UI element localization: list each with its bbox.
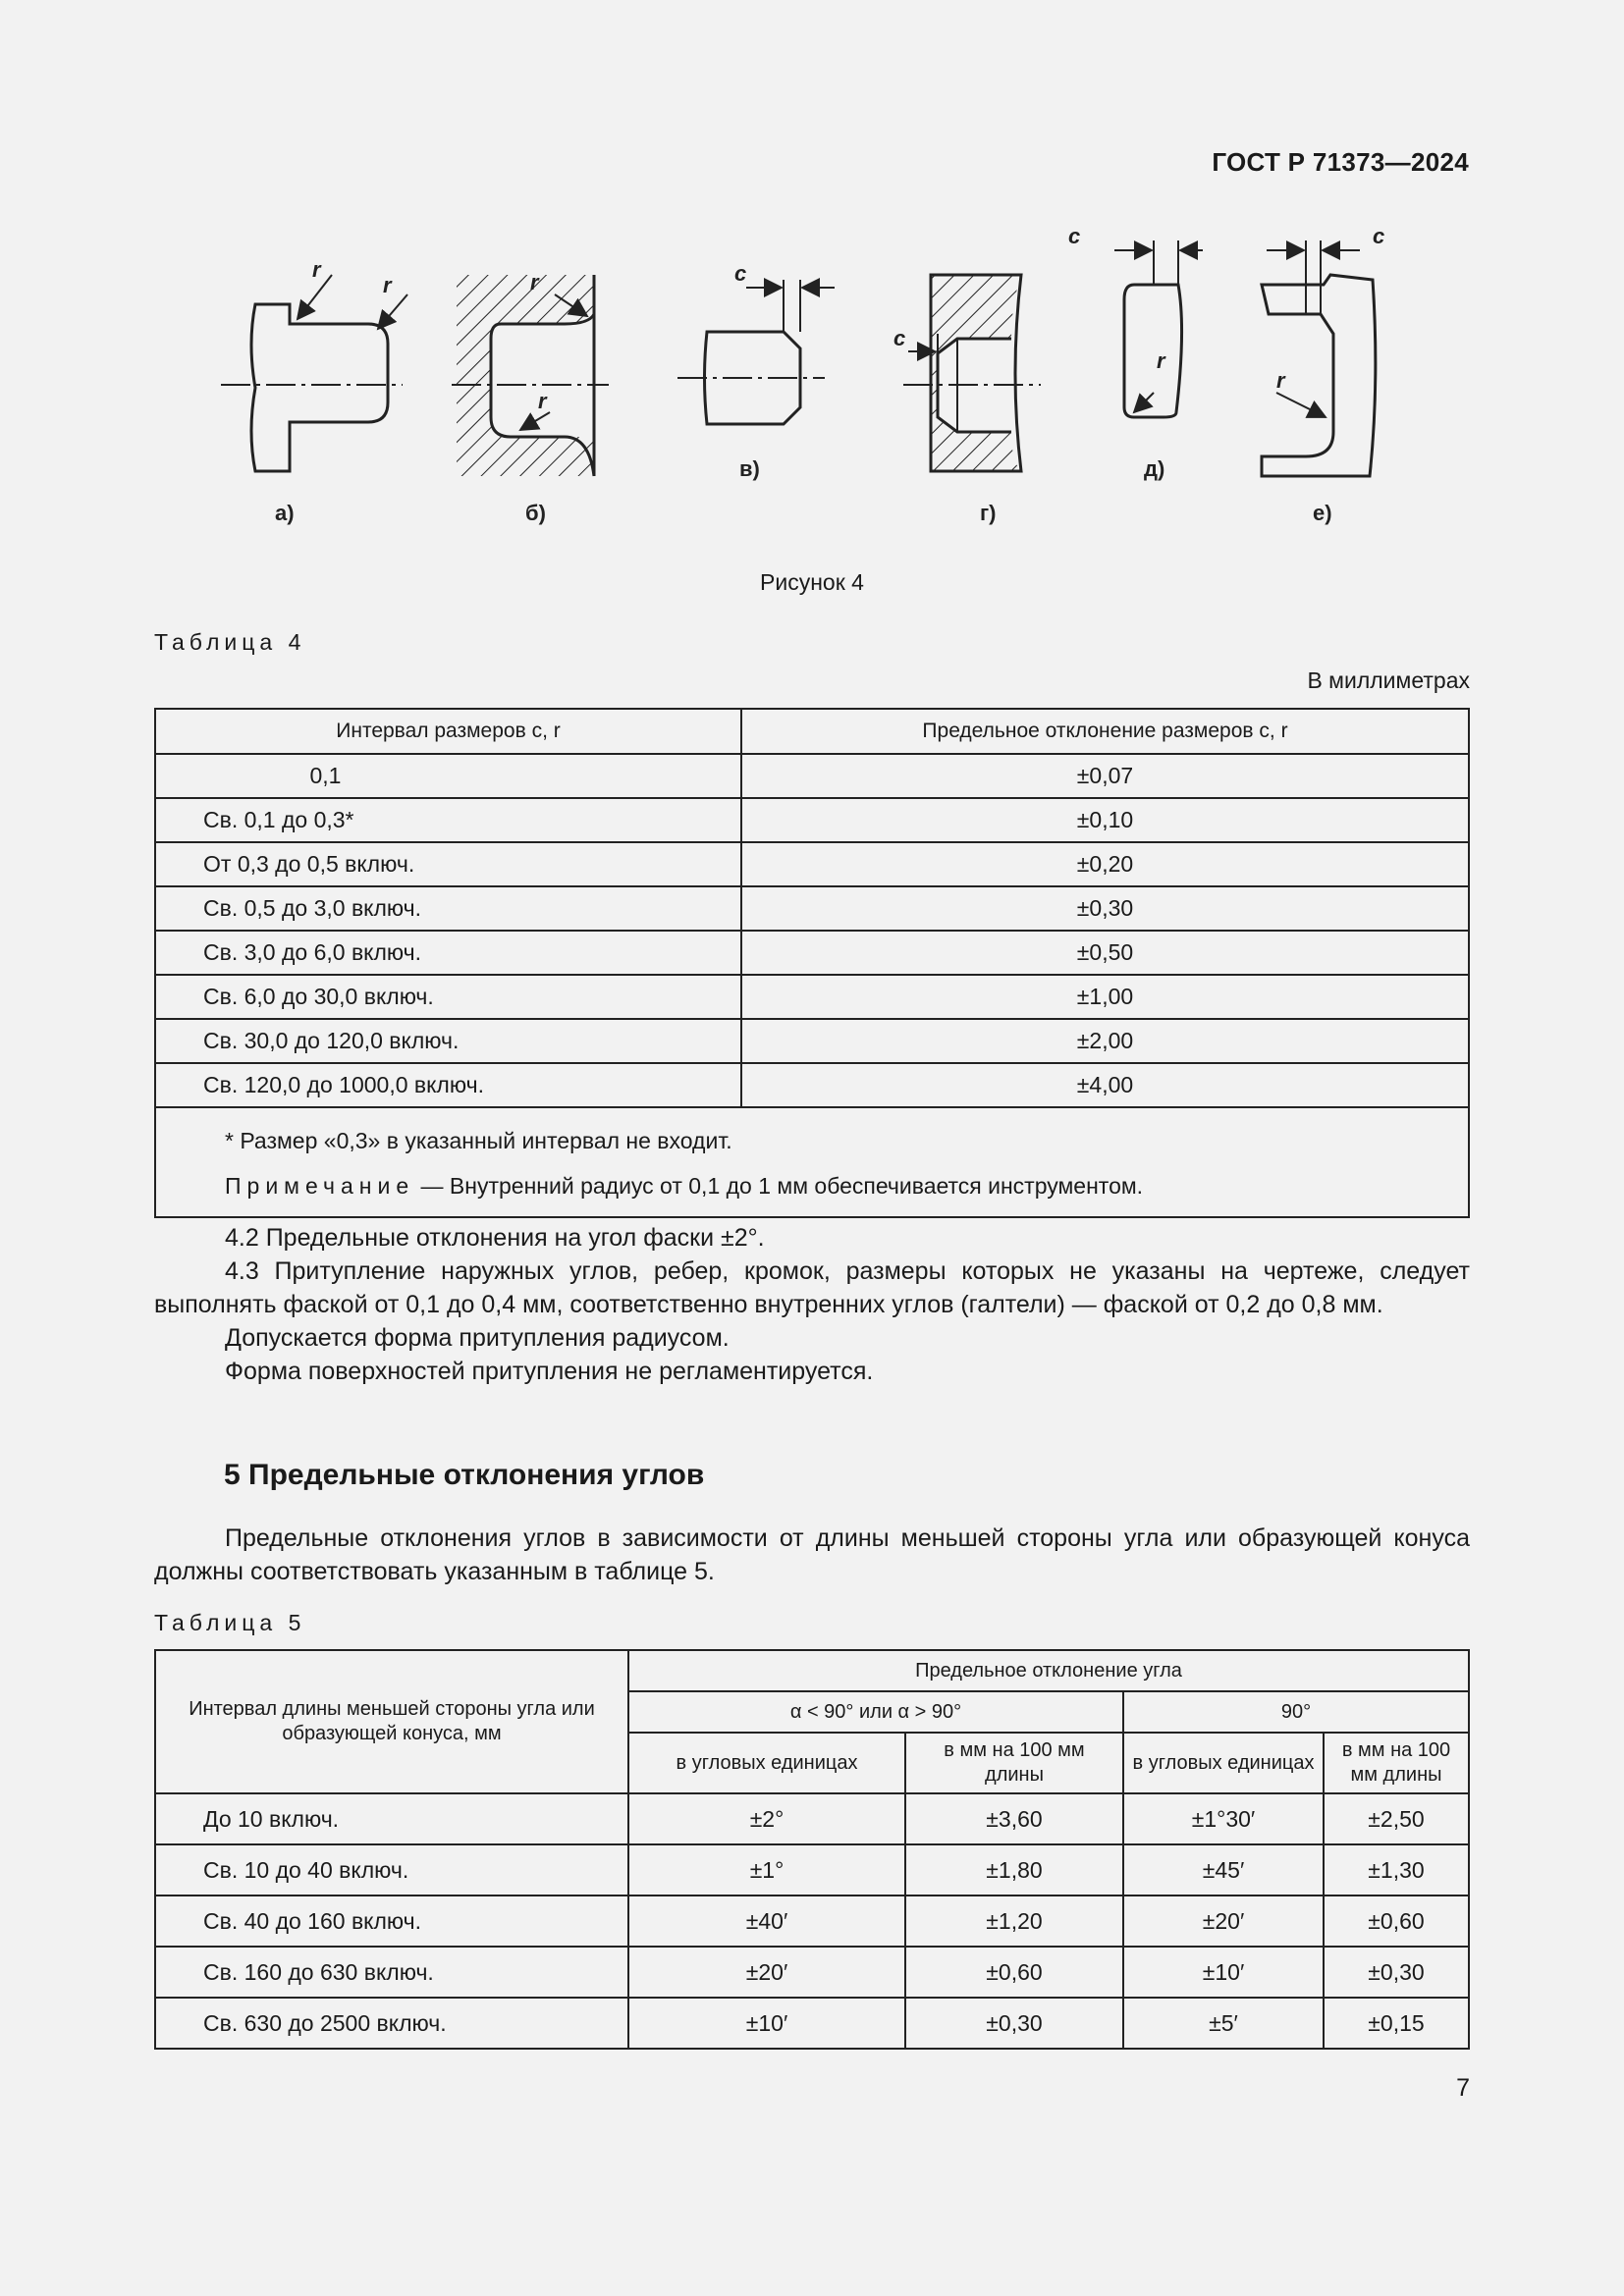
table-5-header-90: 90° (1123, 1691, 1469, 1733)
table-cell: Св. 40 до 160 включ. (155, 1896, 628, 1947)
table-row (155, 1019, 1469, 1063)
figure-label-e: е) (1313, 501, 1332, 525)
table-row (155, 1844, 1469, 1896)
section-5-text: Предельные отклонения углов в зависимости от длины меньшей стороны угла или образующей конуса должны соответствовать указанным в таблице 5. (154, 1524, 1470, 1585)
figure-g-shape (903, 275, 1041, 471)
figure-a-r1: r (312, 257, 321, 282)
table-5-header-mm-alpha: в мм на 100 мм длины (905, 1733, 1123, 1793)
table-cell: ±3,60 (905, 1793, 1123, 1844)
table-cell: ±1,00 (741, 975, 1469, 1019)
figure-d-shape (1114, 240, 1203, 417)
table-4-note (225, 1163, 1468, 1208)
table-cell: ±1°30′ (1123, 1793, 1324, 1844)
table-4 (154, 708, 1470, 1218)
table-4-caption: Таблица 4 (154, 629, 306, 655)
table-row (155, 1896, 1469, 1947)
table-4-units: В миллиметрах (1307, 667, 1470, 693)
paragraph-form: Форма поверхностей притупления не регламентируется. (225, 1358, 874, 1385)
figure-label-g: г) (980, 501, 997, 525)
table-cell: От 0,3 до 0,5 включ. (155, 842, 741, 886)
table-cell: ±0,50 (741, 931, 1469, 975)
figure-a-r2: r (383, 273, 392, 297)
table-cell: ±0,30 (741, 886, 1469, 931)
page-number: 7 (1456, 2074, 1470, 2102)
figure-a-shape (221, 275, 407, 471)
table-row (155, 1947, 1469, 1998)
table-cell: ±0,07 (741, 754, 1469, 798)
figure-label-b: б) (525, 501, 546, 525)
table-4-footer-row (155, 1107, 1469, 1217)
figure-label-d: д) (1144, 456, 1165, 481)
paragraph-4-3: 4.3 Притупление наружных углов, ребер, кромок, размеры которых не указаны на чертеже, следует выполнять фаской от 0,1 до 0,4 мм, соответственно внутренних углов (галтели) — фаской от 0,2 до 0,8 мм. (154, 1257, 1470, 1318)
table-cell: ±1,30 (1324, 1844, 1469, 1896)
table-cell: ±2,00 (741, 1019, 1469, 1063)
table-cell: Св. 6,0 до 30,0 включ. (155, 975, 741, 1019)
table-cell: ±1,20 (905, 1896, 1123, 1947)
figure-label-a: а) (275, 501, 295, 525)
table-cell: Св. 30,0 до 120,0 включ. (155, 1019, 741, 1063)
table-cell: Св. 0,1 до 0,3* (155, 798, 741, 842)
note-text: — Внутренний радиус от 0,1 до 1 мм обеспечивается инструментом. (414, 1173, 1144, 1199)
table-cell: Св. 0,5 до 3,0 включ. (155, 886, 741, 931)
table-4-header-interval: Интервал размеров c, r (155, 709, 741, 754)
figure-caption: Рисунок 4 (760, 569, 864, 595)
table-cell: ±0,30 (1324, 1947, 1469, 1998)
table-cell: ±0,60 (905, 1947, 1123, 1998)
table-header-row (155, 1650, 1469, 1691)
section-4-paragraphs (154, 1221, 1470, 1388)
table-5-header-mm-90: в мм на 100 мм длины (1324, 1733, 1469, 1793)
table-cell: ±45′ (1123, 1844, 1324, 1896)
table-cell: ±20′ (1123, 1896, 1324, 1947)
table-cell: ±0,60 (1324, 1896, 1469, 1947)
figure-b-r2: r (538, 389, 547, 413)
table-5 (154, 1649, 1470, 2050)
figure-d-r: r (1157, 348, 1165, 373)
table-row (155, 931, 1469, 975)
table-4-header-deviation: Предельное отклонение размеров c, r (741, 709, 1469, 754)
paragraph-radius: Допускается форма притупления радиусом. (225, 1324, 730, 1352)
table-5-caption: Таблица 5 (154, 1610, 306, 1635)
table-cell: ±40′ (628, 1896, 905, 1947)
table-cell: ±2° (628, 1793, 905, 1844)
table-5-header-angular-90: в угловых единицах (1123, 1733, 1324, 1793)
paragraph-4-2: 4.2 Предельные отклонения на угол фаски ±2°. (225, 1224, 765, 1252)
section-5-heading: 5 Предельные отклонения углов (224, 1459, 705, 1491)
table-cell: Св. 3,0 до 6,0 включ. (155, 931, 741, 975)
table-cell: ±10′ (1123, 1947, 1324, 1998)
figure-v-shape (677, 280, 835, 424)
table-cell: ±10′ (628, 1998, 905, 2049)
table-row (155, 1998, 1469, 2049)
table-row (155, 886, 1469, 931)
table-cell: ±4,00 (741, 1063, 1469, 1107)
table-4-footnote: * Размер «0,3» в указанный интервал не входит. (225, 1128, 732, 1153)
table-row (155, 754, 1469, 798)
table-cell: Св. 10 до 40 включ. (155, 1844, 628, 1896)
table-5-header-interval: Интервал длины меньшей стороны угла или образующей конуса, мм (155, 1650, 628, 1793)
table-cell: ±5′ (1123, 1998, 1324, 2049)
table-cell: 0,1 (155, 754, 741, 798)
table-cell: ±20′ (628, 1947, 905, 1998)
table-cell: До 10 включ. (155, 1793, 628, 1844)
table-cell: Св. 120,0 до 1000,0 включ. (155, 1063, 741, 1107)
figure-d-c: c (1068, 224, 1081, 248)
table-cell: Св. 630 до 2500 включ. (155, 1998, 628, 2049)
table-cell: ±0,10 (741, 798, 1469, 842)
table-cell: ±0,15 (1324, 1998, 1469, 2049)
figure-b-shape (452, 275, 609, 476)
table-cell: ±0,30 (905, 1998, 1123, 2049)
table-row (155, 1063, 1469, 1107)
table-cell: Св. 160 до 630 включ. (155, 1947, 628, 1998)
table-4-footer (155, 1107, 1469, 1217)
section-5-text-block (154, 1522, 1470, 1588)
figure-b-r1: r (530, 270, 539, 294)
table-row (155, 975, 1469, 1019)
table-header-row (155, 709, 1469, 754)
table-cell: ±1° (628, 1844, 905, 1896)
figure-e-r: r (1276, 368, 1285, 393)
figure-4-drawings (196, 216, 1473, 540)
document-header: ГОСТ Р 71373—2024 (1212, 147, 1469, 177)
table-row (155, 798, 1469, 842)
table-cell: ±2,50 (1324, 1793, 1469, 1844)
table-row (155, 1793, 1469, 1844)
table-row (155, 842, 1469, 886)
table-5-header-limit: Предельное отклонение угла (628, 1650, 1469, 1691)
figure-label-v: в) (739, 456, 760, 481)
table-5-header-angular-alpha: в угловых единицах (628, 1733, 905, 1793)
table-cell: ±1,80 (905, 1844, 1123, 1896)
figure-g-c: c (893, 326, 906, 350)
figure-e-c: c (1373, 224, 1385, 248)
note-label: Примечание (225, 1173, 415, 1199)
table-cell: ±0,20 (741, 842, 1469, 886)
figure-v-c: c (734, 261, 747, 286)
figure-e-shape (1262, 240, 1376, 476)
table-5-header-alpha: α < 90° или α > 90° (628, 1691, 1123, 1733)
